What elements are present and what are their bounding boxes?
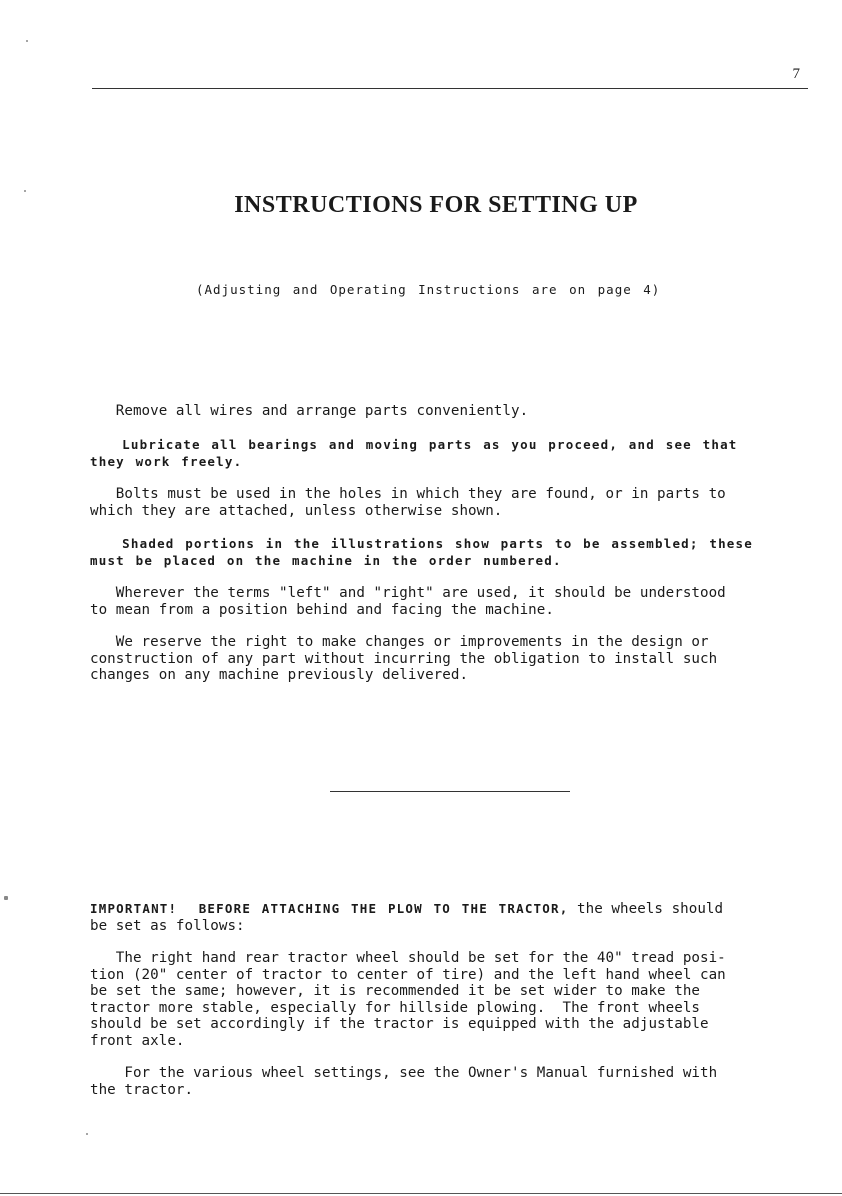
- scan-speck: [24, 190, 26, 192]
- paragraph-shaded-portions: Shaded portions in the illustrations show parts to be assembled; these must be placed on the machine in the order numbered.: [90, 536, 753, 568]
- top-rule: [92, 88, 808, 89]
- paragraph-owners-manual: For the various wheel settings, see the Owner's Manual furnished with the tractor.: [90, 1065, 718, 1098]
- page-subtitle: (Adjusting and Operating Instructions are on page 4): [196, 282, 661, 297]
- page-number: 7: [792, 66, 800, 82]
- bottom-edge-rule: [0, 1193, 842, 1194]
- section-divider: [330, 791, 570, 792]
- paragraph-reserve-right: We reserve the right to make changes or improvements in the design or construction of any part without incurring the obligation to install such changes on any machine previously delivered.: [90, 634, 718, 683]
- scan-speck: [26, 40, 28, 42]
- paragraph-wheel-setting: The right hand rear tractor wheel should be set for the 40" tread posi- tion (20" center of tractor to center of tire) and the left hand wheel can be set the same; however, it is recommended it be set wider to make the tractor more stable, especially for hillside plowing. The front wheels should be set accordingly if the tractor is equipped with the adjustable front axle.: [90, 950, 726, 1049]
- important-rest: the wheels should be set as follows:: [90, 901, 724, 934]
- page-title: INSTRUCTIONS FOR SETTING UP: [234, 192, 638, 218]
- scan-speck: [4, 896, 8, 900]
- important-lead: IMPORTANT! BEFORE ATTACHING THE PLOW TO THE TRACTOR,: [90, 901, 569, 916]
- paragraph-important: [90, 901, 804, 934]
- paragraph-remove-wires: Remove all wires and arrange parts conveniently.: [90, 403, 529, 419]
- paragraph-lubricate: Lubricate all bearings and moving parts as you proceed, and see that they work freely.: [90, 437, 738, 469]
- paragraph-bolts: Bolts must be used in the holes in which they are found, or in parts to which they are attached, unless otherwise shown.: [90, 486, 726, 519]
- paragraph-left-right: Wherever the terms "left" and "right" are used, it should be understood to mean from a position behind and facing the machine.: [90, 585, 726, 618]
- scan-speck: [86, 1133, 88, 1135]
